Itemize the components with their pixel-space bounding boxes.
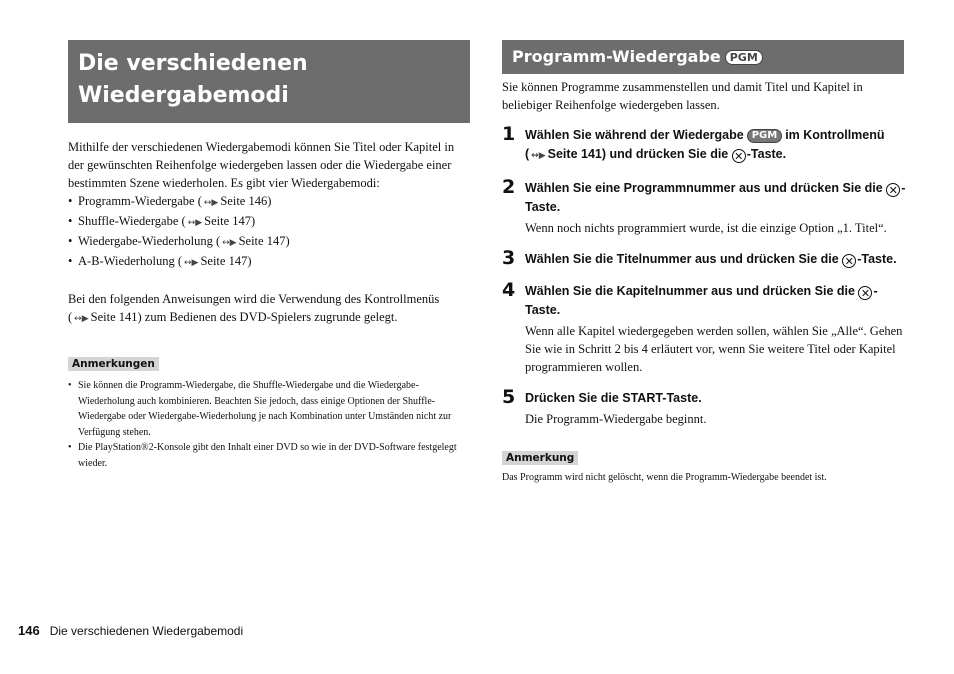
- cross-button-icon: ✕: [858, 286, 872, 300]
- step-text: -Taste.: [525, 181, 906, 214]
- mode-name: Programm-Wiedergabe (: [78, 194, 202, 208]
- list-item: [68, 192, 472, 212]
- step-title: [525, 282, 906, 320]
- step-number: 2: [502, 176, 516, 198]
- step-title: [525, 250, 906, 269]
- instruction-paragraph: [68, 290, 472, 328]
- step-number: 5: [502, 386, 516, 408]
- step-description: Wenn noch nichts programmiert wurde, ist die einzige Option „1. Titel“.: [525, 221, 887, 235]
- step-number: 3: [502, 247, 516, 269]
- page-reference: Seite 147): [204, 214, 256, 228]
- note-label: Anmerkung: [502, 451, 578, 465]
- pgm-badge: PGM: [747, 129, 783, 143]
- arrow-reference-icon: ↔▶: [203, 198, 219, 208]
- step-1: [502, 123, 906, 166]
- mode-name: Wiedergabe-Wiederholung (: [78, 234, 221, 248]
- list-item: • Sie können die Programm-Wiedergabe, die Shuffle-Wiedergabe und die Wiedergabe-Wiederholung auch kombinieren. Beachten Sie jedoch, dass einige Optionen der Shuffle-Wiedergabe oder Wiedergabe-Wiederholung je nach Kombination unter Umständen nicht zur Verfügung stehen.: [68, 378, 472, 440]
- step-text: -Taste.: [746, 147, 787, 161]
- step-text: -Taste.: [525, 284, 878, 317]
- note-section: [502, 448, 906, 485]
- cross-button-icon: ✕: [886, 183, 900, 197]
- step-text: -Taste.: [857, 252, 897, 266]
- footer-title: Die verschiedenen Wiedergabemodi: [49, 624, 244, 638]
- step-title: [525, 179, 906, 217]
- step-number: 1: [502, 123, 516, 145]
- step-title: [525, 126, 906, 166]
- pgm-badge: PGM: [725, 50, 763, 65]
- step-5: [502, 386, 906, 428]
- notes-label: Anmerkungen: [68, 357, 159, 371]
- mode-name: Shuffle-Wiedergabe (: [78, 214, 186, 228]
- arrow-reference-icon: ↔▶: [74, 314, 89, 324]
- mode-name: A-B-Wiederholung (: [78, 254, 182, 268]
- step-2: [502, 176, 906, 237]
- list-item: [68, 232, 472, 252]
- cross-button-icon: ✕: [732, 149, 746, 163]
- step-4: [502, 279, 906, 376]
- page-number: 146: [18, 623, 40, 638]
- step-3: [502, 247, 906, 269]
- step-description: Die Programm-Wiedergabe beginnt.: [525, 412, 707, 426]
- page-reference: Seite 146): [220, 194, 272, 208]
- step-text: Seite 141) und drücken Sie die: [547, 147, 729, 161]
- arrow-reference-icon: ↔▶: [531, 151, 546, 161]
- step-text: Wählen Sie eine Programmnummer aus und drücken Sie die: [525, 181, 883, 195]
- page-reference: Seite 147): [200, 254, 252, 268]
- page-footer: [18, 622, 243, 640]
- arrow-reference-icon: ↔▶: [183, 258, 199, 268]
- arrow-reference-icon: ↔▶: [187, 218, 203, 228]
- section-title: Die verschiedenen Wiedergabemodi: [78, 51, 308, 108]
- step-title: Drücken Sie die START-Taste.: [525, 391, 702, 405]
- step-text: Wählen Sie die Titelnummer aus und drücken Sie die: [525, 252, 839, 266]
- note-text: Das Programm wird nicht gelöscht, wenn die Programm-Wiedergabe beendet ist.: [502, 472, 827, 483]
- subsection-title: Programm-Wiedergabe: [512, 47, 721, 66]
- left-column: [68, 138, 472, 471]
- intro-paragraph: Sie können Programme zusammenstellen und damit Titel und Kapitel in beliebiger Reihenfolge wiedergeben lassen.: [502, 80, 863, 112]
- notes-section: [68, 354, 472, 471]
- list-item: • Die PlayStation®2-Konsole gibt den Inhalt einer DVD so wie in der DVD-Software festgelegt wieder.: [68, 440, 472, 471]
- cross-button-icon: ✕: [842, 254, 856, 268]
- page-reference: Seite 147): [238, 234, 290, 248]
- subsection-title-banner: [502, 40, 904, 74]
- step-text: Wählen Sie während der Wiedergabe: [525, 128, 744, 142]
- arrow-reference-icon: ↔▶: [222, 238, 237, 248]
- paragraph-text: Seite 141) zum Bedienen des DVD-Spielers zugrunde gelegt.: [90, 310, 398, 324]
- step-text: im Kontrollmenü (: [525, 128, 885, 161]
- list-item: [68, 212, 472, 232]
- step-description: Wenn alle Kapitel wiedergegeben werden sollen, wählen Sie „Alle“. Gehen Sie wie in Schritt 2 bis 4 erläutert vor, wenn Sie weitere Titel oder Kapitel programmieren wollen.: [525, 324, 903, 374]
- list-item: [68, 252, 472, 272]
- paragraph-text: Bei den folgenden Anweisungen wird die Verwendung des Kontrollmenüs (: [68, 292, 440, 324]
- section-title-banner: [68, 40, 470, 123]
- step-number: 4: [502, 279, 516, 301]
- intro-paragraph: Mithilfe der verschiedenen Wiedergabemodi können Sie Titel oder Kapitel in der gewünschten Reihenfolge wiedergeben lassen oder die Wiedergabe einer bestimmten Szene wiederholen. Es gibt vier Wiedergabemodi:: [68, 140, 455, 190]
- step-text: Wählen Sie die Kapitelnummer aus und drücken Sie die: [525, 284, 855, 298]
- mode-list: [68, 192, 472, 272]
- right-column: [502, 78, 906, 485]
- notes-list: [68, 378, 472, 471]
